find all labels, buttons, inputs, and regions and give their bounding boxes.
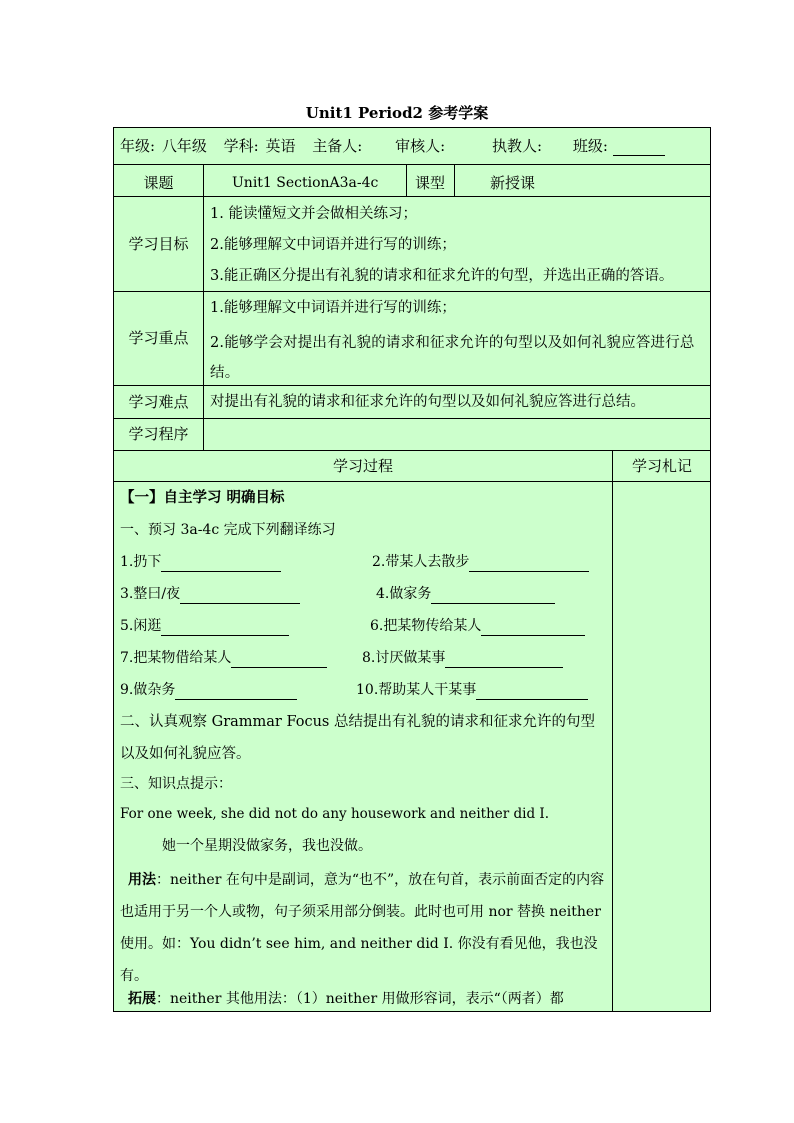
usage-paragraph [120, 864, 608, 992]
class-label: 班级: [572, 137, 608, 155]
example-chinese: 她一个星期没做家务，我也没做。 [162, 838, 372, 854]
translate-item: 1.扔下 [120, 552, 281, 572]
translate-item: 2.带某人去散步 [372, 552, 589, 572]
translate-item: 6.把某物传给某人 [370, 616, 585, 636]
difficulty-value: 对提出有礼貌的请求和征求允许的句型以及如何礼貌应答进行总结。 [210, 394, 645, 410]
section-heading: 【一】自主学习 明确目标 [120, 490, 285, 506]
class-blank [613, 141, 665, 156]
key-label: 学习重点 [128, 329, 189, 347]
goal-item: 3.能正确区分提出有礼貌的请求和征求允许的句型，并选出正确的答语。 [210, 268, 674, 284]
subject-label: 学科: [223, 137, 259, 155]
task-3: 三、知识点提示： [120, 776, 232, 792]
task-2: 二、认真观察 Grammar Focus 总结提出有礼貌的请求和征求允许的句型以及如何礼貌应答。 [120, 714, 595, 762]
translate-item: 9.做杂务 [120, 680, 297, 700]
usage-label: 用法 [128, 872, 156, 888]
translate-item: 7.把某物借给某人 [120, 648, 327, 668]
topic-value: Unit1 SectionA3a-4c [232, 175, 379, 191]
goal-item: 2.能够理解文中词语并进行写的训练； [210, 237, 456, 253]
type-value: 新授课 [490, 174, 536, 192]
lesson-plan-table [113, 127, 711, 1012]
preparer-label: 主备人: [312, 137, 363, 155]
subject: 英语 [265, 137, 296, 155]
translate-item: 10.帮助某人干某事 [356, 680, 588, 700]
usage-text: ：neither 在句中是副词，意为“也不”，放在句首，表示前面否定的内容也适用于另一个人或物，句子须采用部分倒装。此时也可用 nor 替换 neither 使用。如：You didn’t see him, and neither did I. 你没有看见他，我也没有。 [120, 872, 605, 984]
page-title: Unit1 Period2 参考学案 [305, 104, 489, 122]
topic-label: 课题 [143, 174, 174, 192]
goals-label: 学习目标 [128, 235, 189, 253]
extend-label: 拓展 [128, 991, 156, 1007]
key-item: 2.能够学会对提出有礼貌的请求和征求允许的句型以及如何礼貌应答进行总结。 [210, 335, 695, 381]
goal-item: 1. 能读懂短文并会做相关练习； [210, 206, 417, 222]
key-item: 1.能够理解文中词语并进行写的训练； [210, 300, 456, 316]
grade: 八年级 [161, 137, 207, 155]
example-english: For one week, she did not do any housework and neither did I. [120, 806, 550, 822]
notes-header: 学习札记 [631, 457, 692, 475]
extend-paragraph [120, 988, 610, 1010]
translate-item: 3.整曰/夜 [120, 584, 300, 604]
procedure-label: 学习程序 [128, 425, 189, 443]
extend-text: ：neither 其他用法：（1）neither 用做形容词，表示“（两者）都 [156, 991, 564, 1007]
process-header: 学习过程 [332, 457, 393, 475]
translate-item: 5.闲逛 [120, 616, 289, 636]
difficulty-label: 学习难点 [128, 393, 189, 411]
translate-item: 8.讨厌做某事 [362, 648, 563, 668]
reviewer-label: 审核人: [395, 137, 446, 155]
type-label: 课型 [414, 174, 445, 192]
task-1: 一、预习 3a-4c 完成下列翻译练习 [120, 522, 336, 538]
translate-item: 4.做家务 [376, 584, 555, 604]
header-row [120, 136, 705, 156]
grade-label: 年级: [120, 137, 156, 155]
teacher-label: 执教人: [491, 137, 543, 155]
